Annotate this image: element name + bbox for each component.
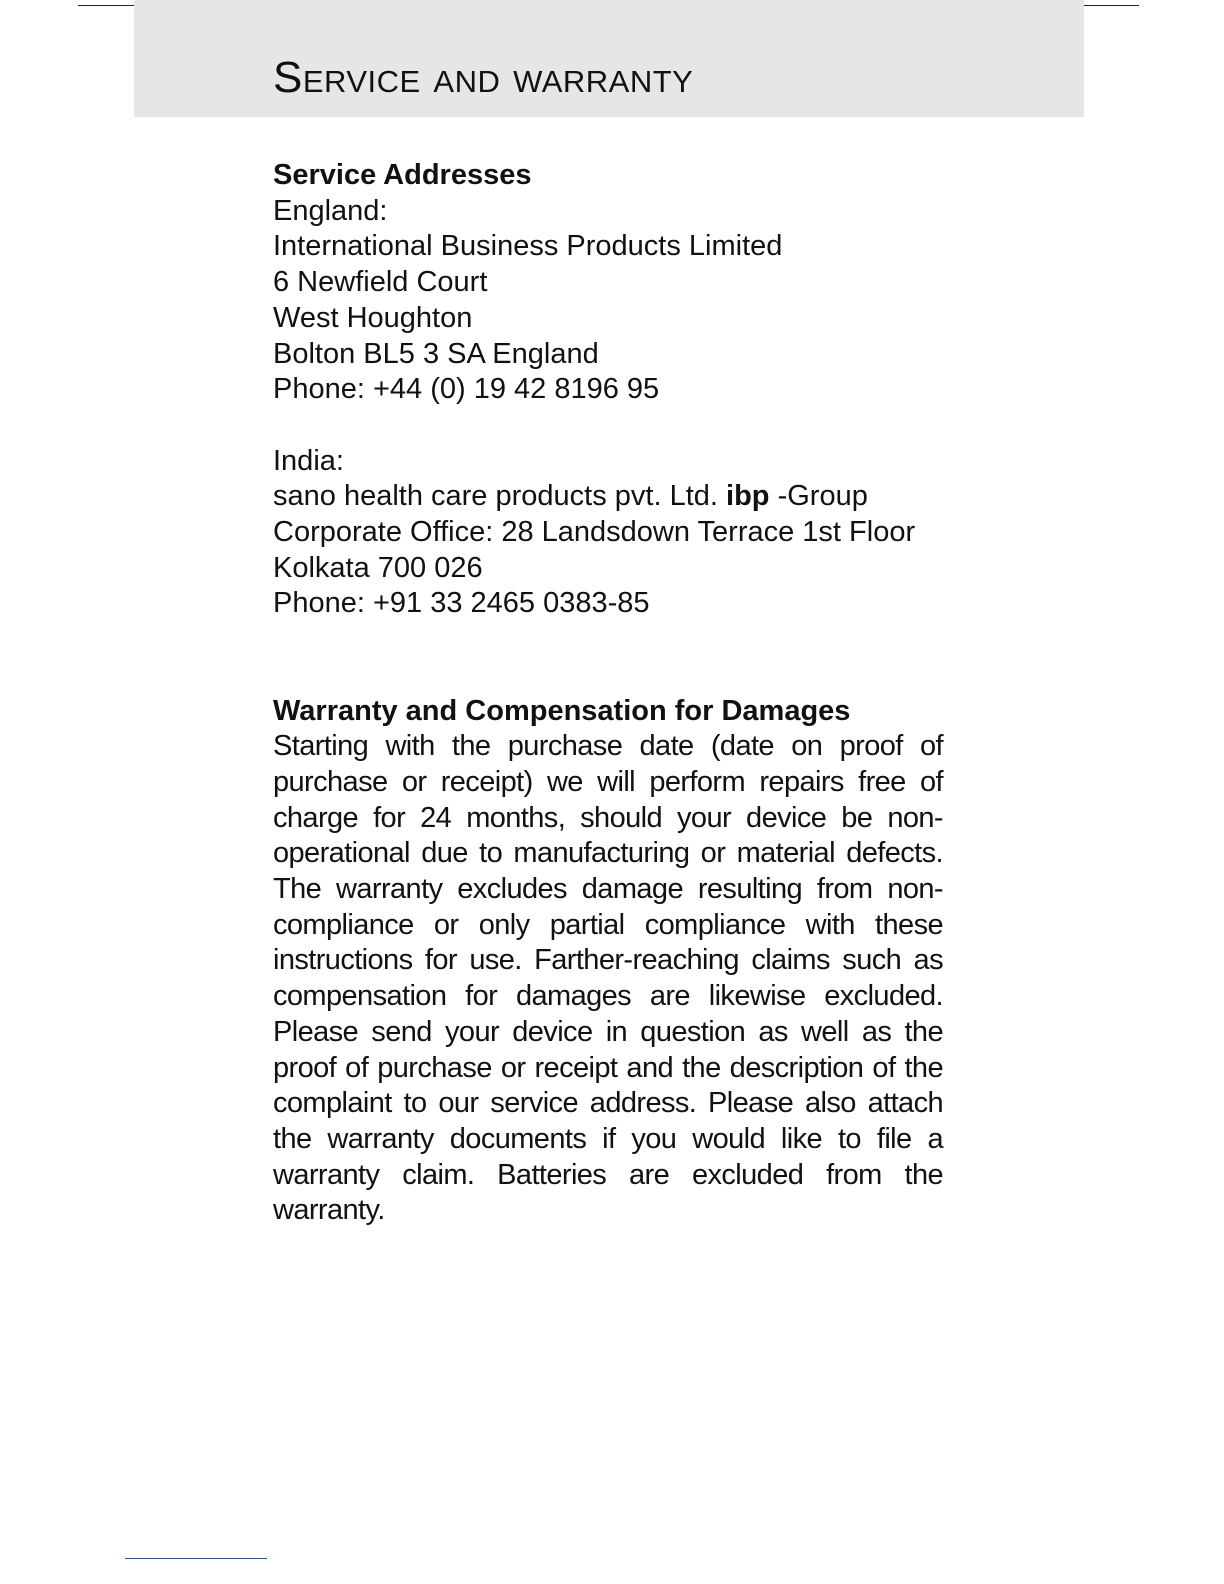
- top-rule-left: [78, 5, 134, 6]
- england-street: 6 Newfield Court: [273, 266, 488, 299]
- england-phone: Phone: +44 (0) 19 42 8196 95: [273, 373, 660, 406]
- warranty-section: [273, 694, 943, 1230]
- page-content: [273, 158, 943, 1229]
- top-rule-right: [1084, 5, 1139, 6]
- india-phone: Phone: +91 33 2465 0383-85: [273, 587, 650, 620]
- india-address: [273, 444, 943, 623]
- service-addresses-section: [273, 158, 943, 622]
- warranty-body: Starting with the purchase date (date on proof of purchase or receipt) we will perform repairs free of charge for 24 months, should your device be non-operational due to manufacturing or material defects. The warranty excludes damage resulting from non-compliance or only partial compliance with these instructions for use. Farther-reaching claims such as compensation for damages are likewise excluded. Please send your device in question as well as the proof of purchase or receipt and the description of the complaint to our service address. Please also attach the warranty documents if you would like to file a warranty claim. Batteries are excluded from the warranty.: [273, 730, 943, 1227]
- india-company-name: sano health care products pvt. Ltd.: [273, 480, 718, 513]
- england-address: [273, 194, 943, 408]
- india-label: India:: [273, 444, 344, 477]
- england-label: England:: [273, 194, 388, 227]
- india-city: Kolkata 700 026: [273, 551, 483, 584]
- warranty-heading: Warranty and Compensation for Damages: [273, 694, 851, 727]
- england-area: West Houghton: [273, 301, 473, 334]
- india-company-brand: ibp: [726, 480, 770, 513]
- footer-link-underline[interactable]: [125, 1558, 267, 1559]
- address-spacer: [273, 408, 943, 444]
- india-office: Corporate Office: 28 Landsdown Terrace 1st Floor: [273, 516, 916, 549]
- service-addresses-heading: Service Addresses: [273, 159, 532, 191]
- england-city: Bolton BL5 3 SA England: [273, 337, 599, 370]
- section-spacer: [273, 622, 943, 693]
- page-title: Service and warranty: [273, 53, 694, 102]
- england-company: International Business Products Limited: [273, 230, 783, 263]
- india-company: [273, 479, 943, 515]
- india-company-suffix: -Group: [777, 480, 868, 513]
